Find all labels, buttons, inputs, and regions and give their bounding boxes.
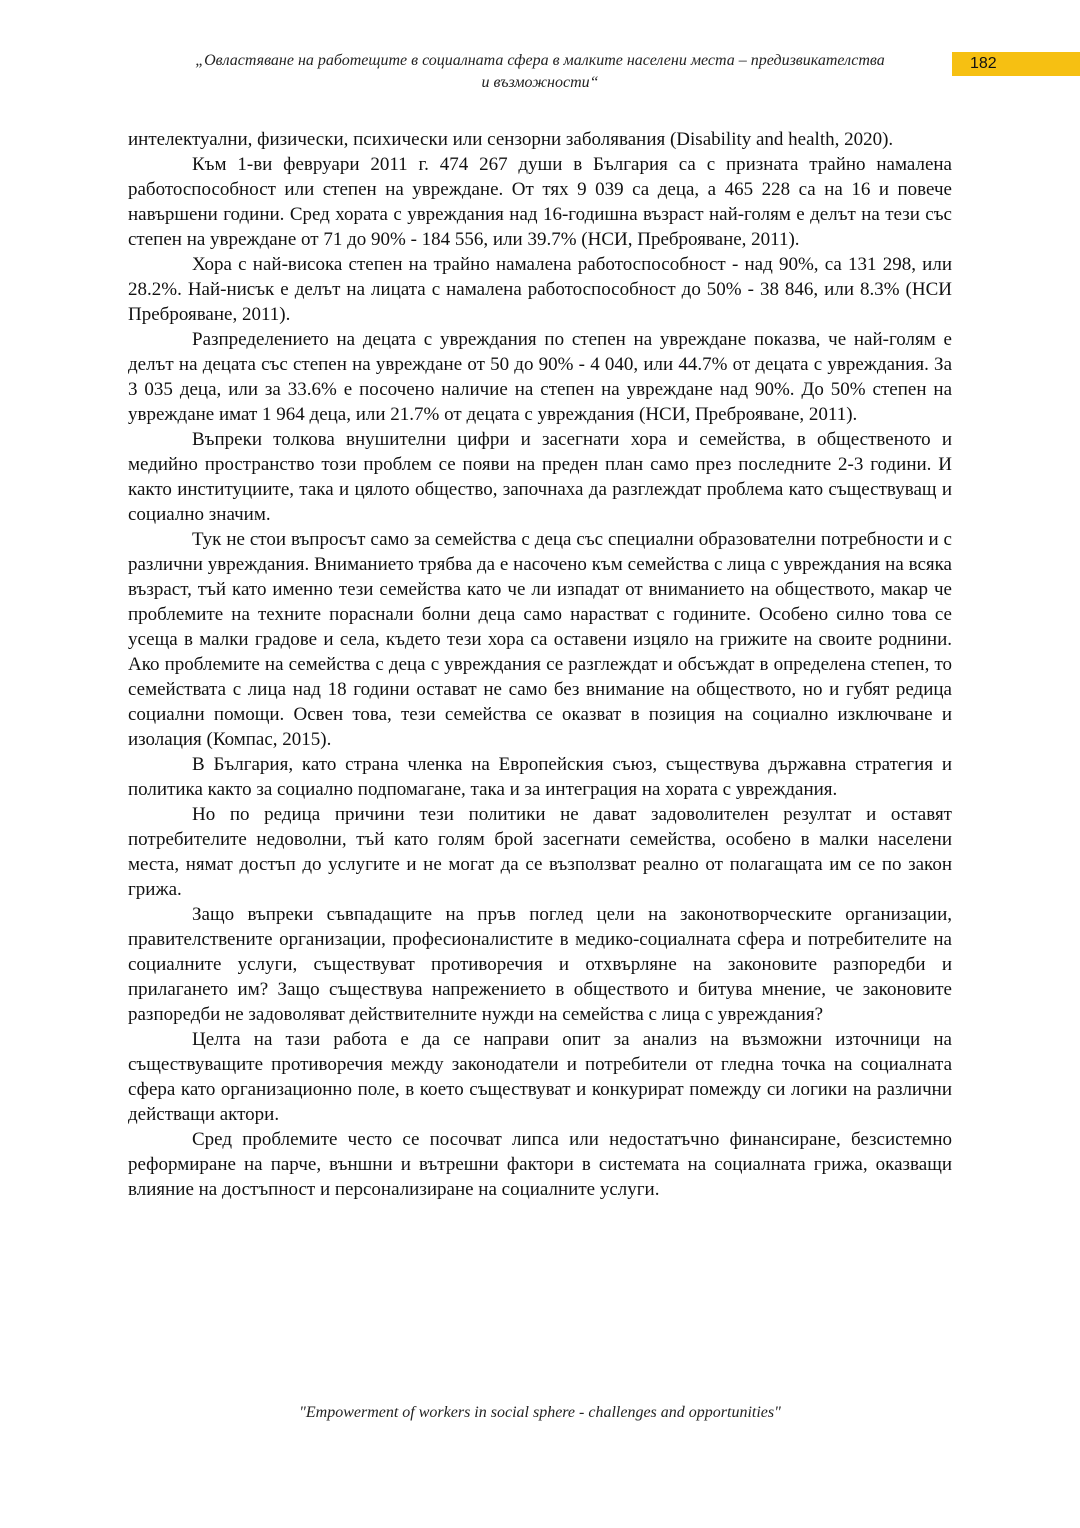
paragraph: Защо въпреки съвпадащите на пръв поглед цели на законотворческите организации, правителствените организации, професионалистите в медико-социалната сфера и потребителите на социалните услуги, съществуват противоречия и отхвърляне на законовите разпоредби и прилагането им? Защо съществува напрежението в обществото и битува мнение, че законовите разпоредби не задоволяват действителните нужди на семейства с лица с увреждания? (128, 904, 952, 1025)
running-footer: "Empowerment of workers in social sphere - challenges and opportunities" (299, 1404, 781, 1421)
paragraph: В България, като страна членка на Европейския съюз, съществува държавна стратегия и политика както за социално подпомагане, така и за интеграция на хората с увреждания. (128, 754, 952, 800)
paragraph: Към 1-ви февруари 2011 г. 474 267 души в България са с призната трайно намалена работоспособност или степен на увреждане. От тях 9 039 са деца, а 465 228 са на 16 и повече навършени години. Сред хората с увреждания над 16-годишна възраст най-голям е делът на тези със степен на увреждане от 71 до 90% - 184 556, или 39.7% (НСИ, Преброяване, 2011). (128, 154, 952, 250)
paragraph: Разпределението на децата с увреждания по степен на увреждане показва, че най-голям е делът на децата със степен на увреждане от 50 до 90% - 4 040, или 44.7% от децата с увреждания. За 3 035 деца, или за 33.6% е посочено наличие на степен на увреждане над 90%. До 50% степен на увреждане имат 1 964 деца, или 21.7% от децата с увреждания (НСИ, Преброяване, 2011). (128, 329, 952, 425)
paragraph: Хора с най-висока степен на трайно намалена работоспособност - над 90%, са 131 298, или 28.2%. Най-нисък е делът на лицата с намалена работоспособност до 50% - 38 846, или 8.3% (НСИ Преброяване, 2011). (128, 254, 952, 325)
body-text (128, 127, 952, 1202)
paragraph: Но по редица причини тези политики не дават задоволителен резултат и оставят потребителите недоволни, тъй като голям брой засегнати семейства, особено в малки населени места, нямат достъп до услугите и не могат да се възползват реално от полагащата им се по закон грижа. (128, 804, 952, 900)
paragraph: интелектуални, физически, психически или сензорни заболявания (Disability and health, 2020). (128, 129, 894, 150)
header-title-line-1: „Овластяване на работещите в социалната сфера в малките населени места – предизвикателства (195, 52, 885, 69)
running-header (120, 50, 960, 94)
paragraph: Въпреки толкова внушителни цифри и засегнати хора и семейства, в общественото и медийно пространство този проблем се появи на преден план само през последните 2-3 години. И както институциите, така и цялото общество, започнаха да разглеждат проблема като съществуващ и социално значим. (128, 429, 952, 525)
paragraph: Целта на тази работа е да се направи опит за анализ на възможни източници на съществуващите противоречия между законодатели и потребители от гледна точка на социалната сфера като организационно поле, в което съществуват и конкурират помежду си логики на различни действащи актори. (128, 1029, 952, 1125)
header-title-line-2: и възможности“ (481, 74, 599, 91)
paragraph: Тук не стои въпросът само за семейства с деца със специални образователни потребности и с различни увреждания. Вниманието трябва да е насочено към семейства с лица с увреждания на всяка възраст, тъй като именно тези семейства като че ли изпадат от вниманието на обществото, макар че проблемите на техните пораснали болни деца само нарастват с годините. Особено силно това се усеща в малки градове и села, където тези хора са оставени изцяло на грижите на своите роднини. Ако проблемите на семейства с деца с увреждания се разглеждат и обсъждат в определена степен, то семействата с лица над 18 години остават не само без внимание на обществото, но и губят редица социални помощи. Освен това, тези семейства се оказват в позиция на социално изключване и изолация (Компас, 2015). (128, 529, 952, 750)
paragraph: Сред проблемите често се посочват липса или недостатъчно финансиране, безсистемно реформиране на парче, външни и вътрешни фактори в системата на социалната грижа, оказващи влияние на достъпност и персонализиране на социалните услуги. (128, 1129, 952, 1200)
page-number-badge: 182 (952, 52, 1080, 76)
